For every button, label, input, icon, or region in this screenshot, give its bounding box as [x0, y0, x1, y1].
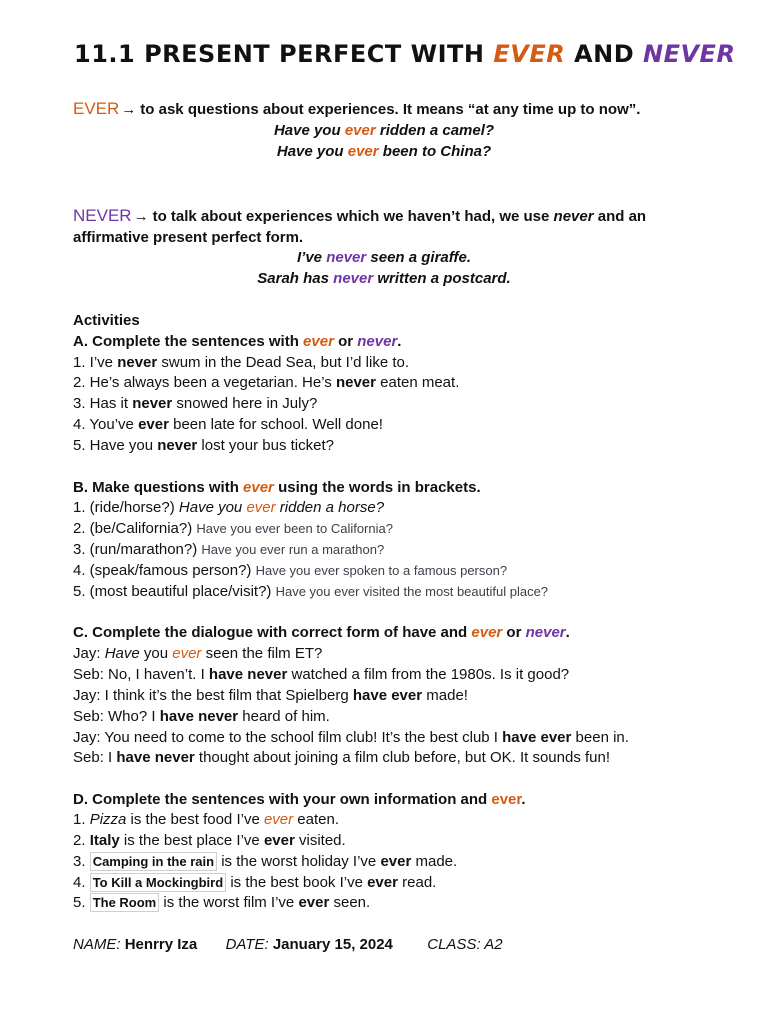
text-fragment: 3.	[73, 853, 90, 870]
text-fragment: is the best place I’ve	[119, 832, 264, 849]
section-d-item	[73, 893, 370, 913]
answer-box: To Kill a Mockingbird	[90, 873, 226, 892]
section-d-item	[73, 810, 339, 830]
dialogue-line	[73, 748, 610, 768]
text-fragment: never	[132, 395, 173, 412]
text-fragment: 3. (run/marathon?)	[73, 541, 202, 558]
text-fragment: never	[117, 354, 158, 371]
never-keyword: NEVER	[73, 206, 132, 225]
answer-box: Camping in the rain	[90, 852, 217, 871]
text-fragment: is the worst film I’ve	[159, 894, 299, 911]
text-fragment: written a postcard.	[373, 270, 511, 287]
text-fragment: been in.	[571, 729, 629, 746]
page-title	[74, 40, 754, 68]
dialogue-line	[73, 644, 322, 664]
text-fragment: seen the film ET?	[201, 645, 323, 662]
text-fragment: ever	[246, 499, 276, 516]
text-fragment: Have you	[178, 499, 247, 516]
never-definition	[73, 206, 646, 227]
title-ever: EVER	[493, 40, 566, 68]
name-label: NAME:	[73, 936, 121, 953]
text-fragment: to talk about experiences which we haven’t had, we use	[152, 208, 554, 225]
text-fragment: been late for school. Well done!	[168, 416, 383, 433]
title-prefix: 11.1 PRESENT PERFECT WITH	[74, 40, 485, 68]
text-fragment: seen.	[329, 894, 371, 911]
text-fragment: visited.	[294, 832, 346, 849]
text-fragment: never	[357, 333, 398, 350]
answer-text: Have you ever spoken to a famous person?	[255, 563, 508, 578]
text-fragment: never	[326, 249, 367, 266]
section-a-item	[73, 394, 317, 414]
text-fragment: Seb: No, I haven’t. I	[73, 666, 209, 683]
text-fragment: heard of him.	[238, 708, 330, 725]
text-fragment: ever	[172, 645, 202, 662]
text-fragment: seen a giraffe.	[366, 249, 471, 266]
text-fragment: ever	[347, 143, 379, 160]
text-fragment: have ever	[352, 687, 423, 704]
text-fragment: been to China?	[378, 143, 492, 160]
text-fragment: ever	[298, 894, 330, 911]
section-b-item	[73, 519, 393, 539]
section-b-item	[73, 582, 548, 602]
text-fragment: never	[525, 624, 566, 641]
section-d-item	[73, 873, 436, 893]
section-c-heading	[73, 623, 570, 643]
text-fragment: 2. (be/California?)	[73, 520, 197, 537]
text-fragment: have ever	[502, 729, 572, 746]
text-fragment: ridden a camel?	[375, 122, 495, 139]
never-definition-cont: affirmative present perfect form.	[73, 229, 304, 246]
section-d-item	[73, 831, 346, 851]
student-name: Henrry Iza	[124, 936, 198, 953]
text-fragment: never	[333, 270, 374, 287]
text-fragment: Sarah has	[257, 270, 334, 287]
text-fragment: have never	[208, 666, 288, 683]
text-fragment: Jay: I think it’s the best film that Spielberg	[73, 687, 353, 704]
section-a-item	[73, 373, 459, 393]
text-fragment: made!	[422, 687, 468, 704]
text-fragment: snowed here in July?	[172, 395, 318, 412]
arrow-icon: →	[133, 208, 149, 225]
section-d-heading	[73, 790, 526, 810]
text-fragment: C. Complete the dialogue with correct form of have and	[73, 624, 472, 641]
dialogue-line	[73, 686, 468, 706]
section-b-heading	[73, 478, 481, 498]
text-fragment: or	[502, 624, 526, 641]
text-fragment: ever	[380, 853, 412, 870]
section-a-item	[73, 415, 383, 435]
title-and: AND	[574, 40, 635, 68]
text-fragment: 1. I’ve	[73, 354, 118, 371]
text-fragment: 2.	[73, 832, 90, 849]
section-a-item	[73, 436, 334, 456]
answer-text: Have you ever run a marathon?	[201, 542, 385, 557]
text-fragment: ever	[491, 791, 522, 808]
ever-definition	[73, 99, 640, 120]
text-fragment: Have you	[273, 122, 345, 139]
text-fragment: eaten.	[293, 811, 340, 828]
answer-box: The Room	[90, 893, 160, 912]
dialogue-line	[73, 707, 330, 727]
text-fragment: lost your bus ticket?	[197, 437, 334, 454]
section-d-item	[73, 852, 457, 872]
text-fragment: A. Complete the sentences with	[73, 333, 304, 350]
activities-heading: Activities	[73, 312, 140, 329]
text-fragment: never	[157, 437, 198, 454]
text-fragment: using the words in brackets.	[273, 479, 481, 496]
text-fragment: ever	[471, 624, 503, 641]
arrow-icon: →	[121, 101, 137, 118]
text-fragment: you	[139, 645, 173, 662]
section-a-heading	[73, 332, 401, 352]
text-fragment: Seb: I	[73, 749, 117, 766]
text-fragment: or	[333, 333, 358, 350]
text-fragment: ever	[303, 333, 334, 350]
text-fragment: .	[521, 791, 526, 808]
text-fragment: I’ve	[297, 249, 327, 266]
text-fragment: is the best book I’ve	[226, 874, 368, 891]
text-fragment: 4. (speak/famous person?)	[73, 562, 256, 579]
text-fragment: is the best food I’ve	[126, 811, 264, 828]
text-fragment: 1. (ride/horse?)	[73, 499, 179, 516]
ever-example	[0, 121, 768, 141]
section-a-item	[73, 353, 409, 373]
text-fragment: Jay:	[73, 645, 105, 662]
text-fragment: .	[397, 333, 402, 350]
text-fragment: Jay: You need to come to the school film club! It’s the best club I	[73, 729, 503, 746]
footer-info	[73, 935, 503, 955]
answer-text: Have you ever been to California?	[196, 521, 393, 536]
text-fragment: 1.	[73, 811, 90, 828]
text-fragment: have never	[116, 749, 195, 766]
never-example	[0, 269, 768, 289]
text-fragment: ridden a horse?	[275, 499, 385, 516]
text-fragment: 4.	[73, 874, 90, 891]
text-fragment: D. Complete the sentences with your own information and	[73, 791, 492, 808]
date-value: January 15, 2024	[272, 936, 393, 953]
text-fragment: .	[565, 624, 570, 641]
title-never: NEVER	[643, 40, 736, 68]
text-fragment: ever	[344, 122, 376, 139]
text-fragment: 3. Has it	[73, 395, 133, 412]
text-fragment: eaten meat.	[375, 374, 460, 391]
text-fragment: thought about joining a film club before, but OK. It sounds fun!	[194, 749, 611, 766]
text-fragment: Pizza	[89, 811, 127, 828]
text-fragment: swum in the Dead Sea, but I’d like to.	[157, 354, 410, 371]
section-b-item	[73, 561, 507, 581]
text-fragment: Have you	[276, 143, 348, 160]
text-fragment: ever	[243, 479, 274, 496]
text-fragment: 5. (most beautiful place/visit?)	[73, 583, 276, 600]
text-fragment: Seb: Who? I	[73, 708, 160, 725]
text-fragment: never	[335, 374, 376, 391]
section-b-item	[73, 498, 384, 518]
text-fragment: ever	[138, 416, 169, 433]
never-example	[0, 248, 768, 268]
text-fragment: and an	[593, 208, 647, 225]
class-label: CLASS: A2	[427, 936, 503, 953]
dialogue-line	[73, 728, 629, 748]
ever-keyword: EVER	[73, 99, 120, 118]
text-fragment: ever	[367, 874, 398, 891]
text-fragment: 5.	[73, 894, 90, 911]
text-fragment: watched a film from the 1980s. Is it good?	[287, 666, 570, 683]
answer-text: Have you ever visited the most beautiful place?	[275, 584, 549, 599]
date-label: DATE:	[225, 936, 269, 953]
text-fragment: B. Make questions with	[73, 479, 244, 496]
text-fragment: have never	[159, 708, 239, 725]
ever-example	[0, 142, 768, 162]
text-fragment: Italy	[89, 832, 120, 849]
text-fragment: made.	[411, 853, 458, 870]
text-fragment: ever	[263, 832, 295, 849]
text-fragment: never	[553, 208, 594, 225]
section-b-item	[73, 540, 384, 560]
text-fragment: is the worst holiday I’ve	[217, 853, 381, 870]
text-fragment: read.	[397, 874, 437, 891]
text-fragment: 5. Have you	[73, 437, 158, 454]
text-fragment: 2. He’s always been a vegetarian. He’s	[73, 374, 336, 391]
text-fragment: Have	[104, 645, 140, 662]
dialogue-line	[73, 665, 569, 685]
text-fragment: 4. You’ve	[73, 416, 139, 433]
text-fragment: ever	[263, 811, 294, 828]
ever-definition-text: to ask questions about experiences. It means “at any time up to now”.	[140, 101, 641, 118]
